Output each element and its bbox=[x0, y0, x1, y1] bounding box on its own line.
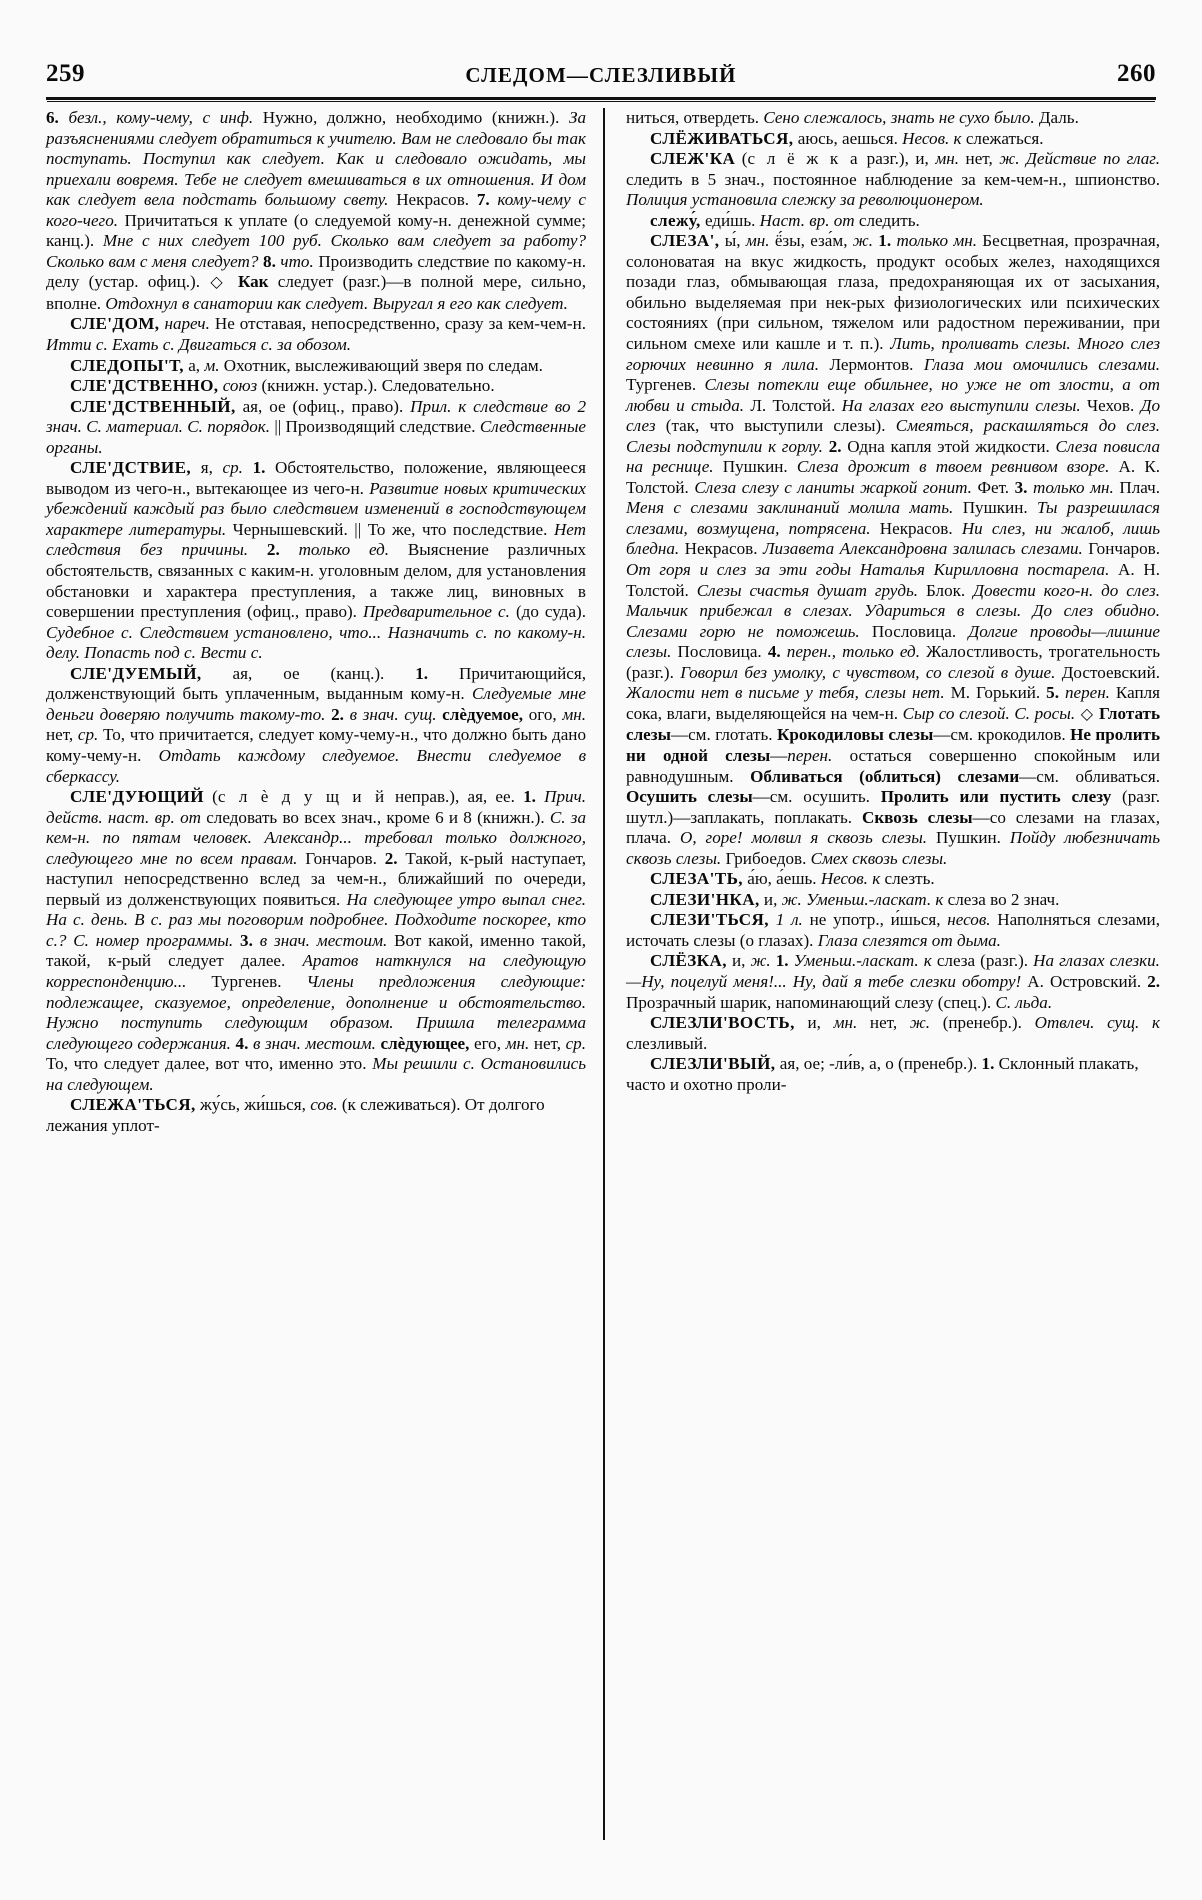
lozenge-icon: ◇ bbox=[1080, 705, 1094, 723]
double-bar-icon: || bbox=[354, 519, 362, 539]
entry-slezlivost: СЛЕЗЛИ'ВОСТЬ, и, мн. нет, ж. (пренебр.). Отвлеч. сущ. к слезливый. bbox=[626, 1013, 1161, 1053]
header-rule bbox=[46, 97, 1156, 100]
column-left bbox=[46, 108, 603, 1840]
entry-sleduyushchij: СЛЕ'ДУЮЩИЙ (с л ѐ д у щ и й неправ.), ая, ее. 1. Прич. действ. наст. вр. от следовать во всех знач., кроме 6 и 8 (книжн.). С. за кем-н. по пятам человек. Александр... требовал только должного, следующего мне по всем правам. Гончаров. 2. Такой, к-рый наступает, наступил непосредственно вслед за чем-н., ближайший по очереди, первый из долженствующих появиться. На следующее утро выпал снег. На с. день. В с. раз мы поговорим подробнее. Подходите поскорее, кто с.? С. номер программы. 3. в знач. местоим. Вот какой, именно такой, такой, к-рый следует далее. Аратов наткнулся на следующую корреспонденцию... Тургенев. Члены предложения следующие: подлежащее, сказуемое, определение, дополнение и обстоятельство. Нужно поступить следующим образом. Пришла телеграмма следующего содержания. 4. в знач. местоим. слѐдующее, его, мн. нет, ср. То, что следует далее, вот что, именно это. Мы решили с. Остановились на следующем. bbox=[46, 787, 587, 1094]
entry-slezhu: слежу́, еди́шь. Наст. вр. от следить. bbox=[650, 210, 920, 230]
running-title: СЛЕДОМ—СЛЕЗЛИВЫЙ bbox=[465, 63, 737, 87]
entry-slezhka: СЛЕЖ'КА (с л ё ж к а разг.), и, мн. нет, ж. Действие по глаг. следить в 5 знач., постоянное наблюдение за кем-чем-н., шпионство. Полиция установила слежку за революционером. bbox=[626, 149, 1161, 210]
entry-slezinka: СЛЕЗИ'НКА, и, ж. Уменьш.-ласкат. к слеза во 2 знач. bbox=[650, 889, 1060, 909]
entry-sledovat-continuation: 6. безл., кому-чему, с инф. Нужно, должно, необходимо (книжн.). За разъяснениями следует обратиться к учителю. Вам не следовало бы так поступать. Поступил как следует. Как и следовало ожидать, мы приехали вовремя. Тебе не следует вмешиваться в их отношения. И дом как следует вела подстать большому свету. Некрасов. 7. кому-чему с кого-чего. Причитаться к уплате (о следуемой кому-н. денежной сумме; канц.). Мне с них следует 100 руб. Сколько вам следует за работу? Сколько вам с меня следует? 8. что. Производить следствие по какому-н. делу (устар. офиц.). ◇ Как следует (разг.)—в полной мере, сильно, вполне. Отдохнул в санатории как следует. Выругал я его как следует. bbox=[46, 108, 587, 313]
entry-slezlivyj: СЛЕЗЛИ'ВЫЙ, ая, ое; -ли́в, а, о (пренебр.). 1. Склонный плакать, часто и охотно проли- bbox=[626, 1054, 1139, 1094]
entry-sleduemyj: СЛЕ'ДУЕМЫЙ, ая, ое (канц.). 1. Причитающийся, долженствующий быть уплаченным, выданным кому-н. Следуемые мне деньги доверяю получить такому-то. 2. в знач. сущ. слѐдуемое, ого, мн. нет, ср. То, что причитается, следует кому-чему-н., что должно быть дано кому-чему-н. Отдать каждому следуемое. Внести следуемое в сберкассу. bbox=[46, 663, 586, 786]
folio-right: 260 bbox=[1117, 60, 1156, 87]
lozenge-icon: ◇ bbox=[210, 274, 228, 292]
entry-sledstvie: СЛЕ'ДСТВИЕ, я, ср. 1. Обстоятельство, положение, являющееся выводом из чего-н., вытекающее из чего-н. Развитие новых критических убеждений каждый раз было следствием изменений в господствующем характере литературы. Чернышевский. || То же, что последствие. Нет следствия без причины. 2. только ед. Выяснение различных обстоятельств, связанных с каким-н. уголовным делом, для установления обстановки и характера преступления, а также лиц, виновных в совершении преступления (офиц., право). Предварительное с. (до суда). Судебное с. Следствием установлено, что... Назначить с. по какому-н. делу. Попасть под с. Вести с. bbox=[46, 458, 587, 663]
entry-slezhatsya: СЛЕЖА'ТЬСЯ, жу́сь, жи́шься, сов. (к слеживаться). От долгого лежания уплот- bbox=[46, 1095, 545, 1135]
entry-sledopyt: СЛЕДОПЫ'Т, а, м. Охотник, выслеживающий зверя по следам. bbox=[70, 355, 543, 375]
entry-slezat: СЛЕЗА'ТЬ, а́ю, а́ешь. Несов. к слезть. bbox=[650, 869, 935, 889]
entry-sleza: СЛЕЗА', ы́, мн. ё́зы, еза́м, ж. 1. только мн. Бесцветная, прозрачная, солоноватая на вкус жидкость, продукт особых желез, находящихся позади глаз, обмывающая глаза, предохраняющая их от засыхания, обильно выделяемая при нек-рых физиологических или психических состояниях (при сильном, тяжелом или радостном переживании, при сильном смехе или кашле и т. п.). Лить, проливать слезы. Много слез горючих невинно я лила. Лермонтов. Глаза мои омочились слезами. Тургенев. Слезы потекли еще обильнее, но уже не от злости, а от любви и стыда. Л. Толстой. На глазах его выступили слезы. Чехов. До слез (так, что выступили слезы). Смеяться, раскашляться до слез. Слезы подступили к горлу. 2. Одна капля этой жидкости. Слеза повисла на реснице. Пушкин. Слеза дрожит в твоем ревнивом взоре. А. К. Толстой. Слеза слезу с ланиты жаркой гонит. Фет. 3. только мн. Плач. Меня с слезами заклинаний молила мать. Пушкин. Ты разрешилася слезами, возмущена, потрясена. Некрасов. Ни слез, ни жалоб, лишь бледна. Некрасов. Лизавета Александровна залилась слезами. Гончаров. От горя и слез за эти годы Наталья Кирилловна постарела. А. Н. Толстой. Слезы счастья душат грудь. Блок. Довести кого-н. до слез. Мальчик прибежал в слезах. Удариться в слезы. До слез обидно. Слезами горю не поможешь. Пословица. Долгие проводы—лишние слезы. Пословица. 4. перен., только ед. Жалостливость, трогательность (разг.). Говорил без умолку, с чувством, со слезой в душе. Достоевский. Жалости нет в письме у тебя, слезы нет. М. Горький. 5. перен. Капля сока, влаги, выделяющейся на чем-н. Сыр со слезой. С. росы. ◇ Глотать слезы—см. глотать. Крокодиловы слезы—см. крокодилов. Не пролить ни одной слезы—перен. остаться совершенно спокойным или равнодушным. Обливаться (облиться) слезами—см. обливаться. Осушить слезы—см. осушить. Пролить или пустить слезу (разг. шутл.)—заплакать, поплакать. Сквозь слезы—со слезами на глазах, плача. О, горе! молвил я сквозь слезы. Пушкин. Пойду любезничать сквозь слезы. Грибоедов. Смех сквозь слезы. bbox=[626, 231, 1161, 868]
column-right bbox=[603, 108, 1160, 1840]
entry-slezhatsya-continuation: ниться, отвердеть. Сено слежалось, знать не сухо было. Даль. bbox=[626, 108, 1079, 127]
body-columns bbox=[46, 108, 1160, 1840]
running-head bbox=[46, 52, 1156, 86]
entry-sledstvennyj: СЛЕ'ДСТВЕННЫЙ, ая, ое (офиц., право). Прил. к следствие во 2 знач. С. материал. С. порядок. || Производящий следствие. Следственные органы. bbox=[46, 396, 586, 457]
entry-slezka: СЛЁЗКА, и, ж. 1. Уменьш.-ласкат. к слеза (разг.). На глазах слезки.—Ну, поцелуй меня!... Ну, дай я тебе слезки оботру! А. Островский. 2. Прозрачный шарик, напоминающий слезу (спец.). С. льда. bbox=[626, 951, 1161, 1012]
entry-slezitsya: СЛЕЗИ'ТЬСЯ, 1 л. не употр., и́шься, несов. Наполняться слезами, источать слезы (о глазах). Глаза слезятся от дыма. bbox=[626, 910, 1160, 950]
double-bar-icon: || bbox=[274, 417, 282, 437]
entry-slezhivatsya: СЛЁЖИВАТЬСЯ, аюсь, аешься. Несов. к слежаться. bbox=[650, 128, 1044, 148]
folio-left: 259 bbox=[46, 60, 85, 87]
entry-sledstvenno: СЛЕ'ДСТВЕННО, союз (книжн. устар.). Следовательно. bbox=[70, 376, 495, 396]
entry-sledom: СЛЕ'ДОМ, нареч. Не отставая, непосредственно, сразу за кем-чем-н. Итти с. Ехать с. Двигаться с. за обозом. bbox=[46, 314, 586, 355]
